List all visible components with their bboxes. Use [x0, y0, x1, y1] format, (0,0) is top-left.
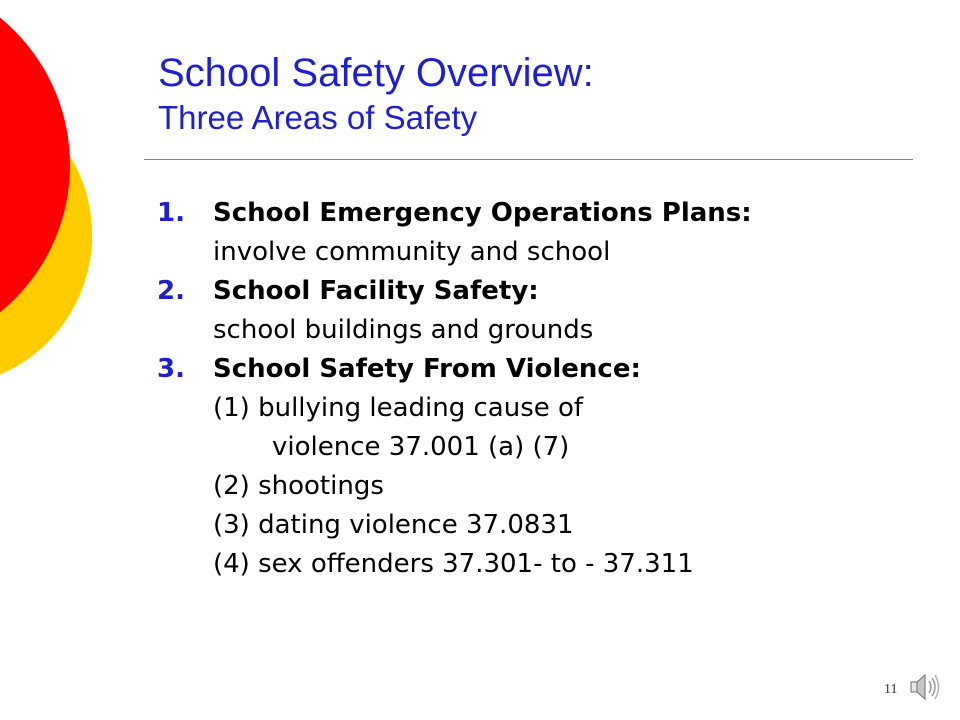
title-divider [144, 159, 913, 160]
list-line: violence 37.001 (a) (7) [272, 432, 570, 462]
list-item-1 [157, 194, 917, 272]
slide-subtitle: Three Areas of Safety [158, 99, 478, 136]
list-item-3 [157, 350, 917, 584]
list-item-2 [157, 272, 917, 350]
red-circle [0, 0, 70, 355]
list-line: (4) sex offenders 37.301- to - 37.311 [213, 549, 694, 579]
speaker-icon[interactable] [907, 670, 943, 704]
page-number: 11 [884, 682, 898, 697]
list-line: school buildings and grounds [213, 315, 594, 345]
list-heading: School Safety From Violence: [213, 354, 641, 384]
list-line: (1) bullying leading cause of [213, 393, 584, 423]
title-block [158, 50, 594, 138]
yellow-circle [0, 83, 92, 387]
list-line: involve community and school [213, 237, 611, 267]
list-line: (3) dating violence 37.0831 [213, 510, 574, 540]
list-heading: School Emergency Operations Plans: [213, 198, 752, 228]
list-number: 1. [157, 198, 185, 228]
list-number: 3. [157, 354, 185, 384]
list-number: 2. [157, 276, 185, 306]
list-heading: School Facility Safety: [213, 276, 539, 306]
numbered-list [157, 194, 917, 584]
slide-title: School Safety Overview: [158, 51, 594, 95]
list-line: (2) shootings [213, 471, 384, 501]
